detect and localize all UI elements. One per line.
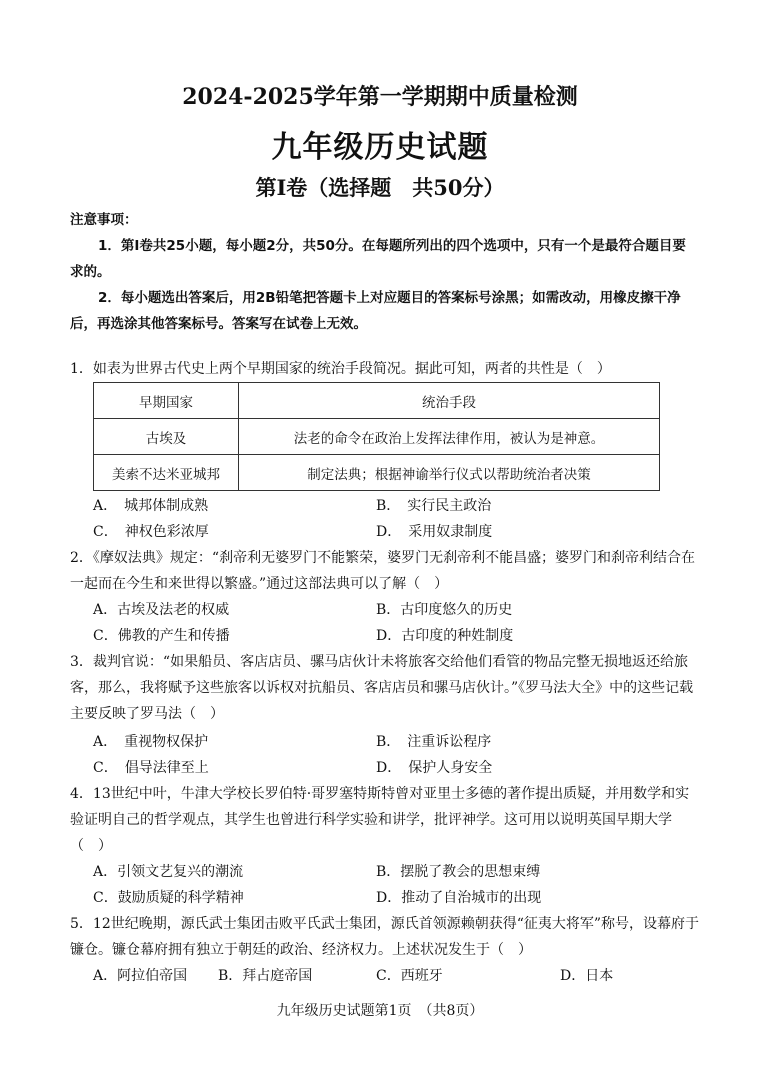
option-b: B．古印度悠久的历史	[376, 602, 513, 618]
option-c: C． 倡导法律至上	[93, 760, 209, 776]
option-a: A．古埃及法老的权威	[93, 602, 230, 618]
table-row	[94, 455, 660, 491]
table-header-row	[94, 383, 660, 419]
option-b: B．拜占庭帝国	[218, 968, 313, 984]
table-header-cell: 统治手段	[239, 383, 660, 419]
option-d: D． 采用奴隶制度	[376, 524, 493, 540]
option-a: A． 城邦体制成熟	[93, 498, 209, 514]
section-title: 第Ⅰ卷（选择题 共50分）	[255, 175, 505, 200]
option-a: A． 重视物权保护	[93, 734, 209, 750]
option-c: C．佛教的产生和传播	[93, 628, 230, 644]
notice-heading: 注意事项：	[70, 212, 138, 228]
option-b: B． 实行民主政治	[376, 498, 492, 514]
option-d: D．推动了自治城市的出现	[376, 890, 542, 906]
option-c: C．西班牙	[376, 968, 443, 984]
table-row	[94, 419, 660, 455]
page-footer: 九年级历史试题第1页 （共8页）	[276, 1003, 484, 1019]
table-header-cell: 早期国家	[94, 383, 239, 419]
option-a: A．阿拉伯帝国	[93, 968, 188, 984]
exam-header-line1: 2024-2025学年第一学期期中质量检测	[182, 84, 578, 110]
option-d: D．日本	[560, 968, 614, 984]
option-d: D．古印度的种姓制度	[376, 628, 514, 644]
question-2-stem: 2．《摩奴法典》规定：“刹帝利无婆罗门不能繁荣，婆罗门无刹帝利不能昌盛；婆罗门和刹帝利结合在一起而在今生和来世得以繁盛。”通过这部法典可以了解（ ）	[70, 550, 696, 592]
table-cell: 古埃及	[94, 419, 239, 455]
table-cell: 法老的命令在政治上发挥法律作用，被认为是神意。	[239, 419, 660, 455]
option-c: C．鼓励质疑的科学精神	[93, 890, 244, 906]
exam-title: 九年级历史试题	[271, 130, 489, 165]
option-c: C． 神权色彩浓厚	[93, 524, 209, 540]
table-cell: 美索不达米亚城邦	[94, 455, 239, 491]
question-4-stem: 4．13世纪中叶，牛津大学校长罗伯特·哥罗塞特斯特曾对亚里士多德的著作提出质疑，并用数学和实验证明自己的哲学观点，其学生也曾进行科学实验和讲学，批评神学。这可用以说明英国早期大学（ ）	[70, 786, 690, 854]
question-1-table	[93, 382, 660, 491]
question-1-stem: 1．如表为世界古代史上两个早期国家的统治手段简况。据此可知，两者的共性是（ ）	[70, 361, 611, 377]
notice-item-1: 1．第Ⅰ卷共25小题，每小题2分，共50分。在每题所列出的四个选项中，只有一个是最符合题目要求的。	[70, 238, 686, 280]
question-3-stem: 3．裁判官说：“如果船员、客店店员、骡马店伙计未将旅客交给他们看管的物品完整无损地返还给旅客，那么，我将赋予这些旅客以诉权对抗船员、客店店员和骡马店伙计。”《罗马法大全》中的这些记载主要反映了罗马法（ ）	[70, 654, 694, 722]
notice-item-2: 2．每小题选出答案后，用2B铅笔把答题卡上对应题目的答案标号涂黑；如需改动，用橡皮擦干净后，再选涂其他答案标号。答案写在试卷上无效。	[70, 290, 681, 332]
option-b: B．摆脱了教会的思想束缚	[376, 864, 541, 880]
option-a: A．引领文艺复兴的潮流	[93, 864, 244, 880]
option-d: D． 保护人身安全	[376, 760, 493, 776]
question-5-stem: 5．12世纪晚期，源氏武士集团击败平氏武士集团，源氏首领源赖朝获得“征夷大将军”称号，设幕府于镰仓。镰仓幕府拥有独立于朝廷的政治、经济权力。上述状况发生于（ ）	[70, 916, 700, 958]
option-b: B． 注重诉讼程序	[376, 734, 492, 750]
table-cell: 制定法典；根据神谕举行仪式以帮助统治者决策	[239, 455, 660, 491]
